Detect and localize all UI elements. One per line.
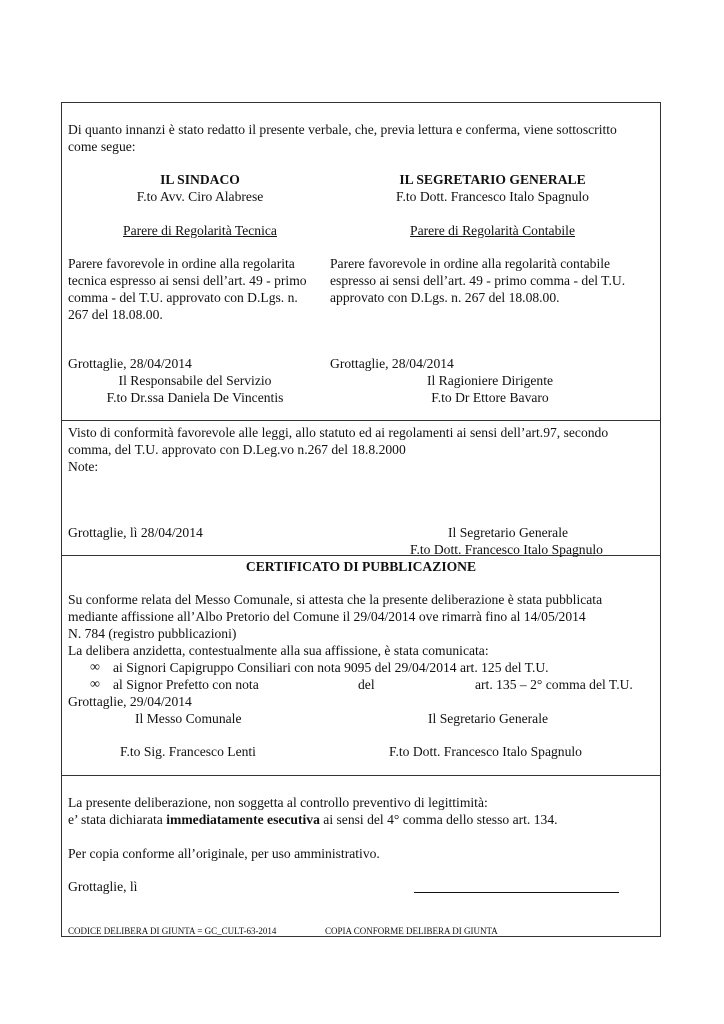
parere-tecnica-heading: Parere di Regolarità Tecnica bbox=[123, 223, 277, 238]
parere-tecnica-line: Parere favorevole in ordine alla regolarita bbox=[68, 256, 295, 271]
signature-line bbox=[414, 876, 619, 893]
copia-conforme-line: Per copia conforme all’originale, per uso amministrativo. bbox=[68, 846, 380, 861]
segretario-title: IL SEGRETARIO GENERALE bbox=[399, 172, 586, 187]
certificato-bullet: al Signor Prefetto con nota bbox=[113, 677, 259, 692]
conformita-name: F.to Dott. Francesco Italo Spagnulo bbox=[410, 542, 603, 557]
certificato-bullet-art: art. 135 – 2° comma del T.U. bbox=[475, 677, 633, 692]
parere-tecnica-place-date: Grottaglie, 28/04/2014 bbox=[68, 356, 192, 371]
section-divider bbox=[61, 420, 661, 421]
esecutiva-line bbox=[68, 811, 558, 828]
certificato-bullet-del: del bbox=[358, 677, 375, 692]
segretario-name: F.to Dott. Francesco Italo Spagnulo bbox=[396, 189, 589, 204]
esecutiva-text: ai sensi del 4° comma dello stesso art. 134. bbox=[319, 812, 558, 827]
parere-contabile-line: Parere favorevole in ordine alla regolarità contabile bbox=[330, 256, 611, 271]
footer-copia: COPIA CONFORME DELIBERA DI GIUNTA bbox=[325, 926, 498, 936]
parere-tecnica-line: tecnica espresso ai sensi dell’art. 49 - primo bbox=[68, 273, 307, 288]
parere-contabile-line: espresso ai sensi dell’art. 49 - primo comma - del T.U. bbox=[330, 273, 626, 288]
intro-line: come segue: bbox=[68, 139, 136, 154]
section-divider bbox=[61, 775, 661, 776]
parere-contabile-heading: Parere di Regolarità Contabile bbox=[410, 223, 575, 238]
parere-tecnica-line: 267 del 18.08.00. bbox=[68, 307, 163, 322]
esecutiva-text: e’ stata dichiarata bbox=[68, 812, 167, 827]
sindaco-name: F.to Avv. Ciro Alabrese bbox=[136, 189, 264, 204]
sindaco-title: IL SINDACO bbox=[160, 172, 240, 187]
parere-tecnica-line: comma - del T.U. approvato con D.Lgs. n. bbox=[68, 290, 298, 305]
parere-contabile-line: approvato con D.Lgs. n. 267 del 18.08.00. bbox=[330, 290, 560, 305]
messo-role: Il Messo Comunale bbox=[135, 711, 242, 726]
conformita-place-date: Grottaglie, lì 28/04/2014 bbox=[68, 525, 203, 540]
segretario-role: Il Segretario Generale bbox=[428, 711, 549, 726]
certificato-title: CERTIFICATO DI PUBBLICAZIONE bbox=[245, 559, 477, 574]
conformita-role: Il Segretario Generale bbox=[448, 525, 569, 540]
conformita-line: Visto di conformità favorevole alle leggi, allo statuto ed ai regolamenti ai sensi dell’art.97, secondo bbox=[68, 425, 609, 440]
parere-tecnica-name: F.to Dr.ssa Daniela De Vincentis bbox=[106, 390, 284, 405]
certificato-bullet: ai Signori Capigruppo Consiliari con nota 9095 del 29/04/2014 art. 125 del T.U. bbox=[113, 660, 549, 675]
parere-contabile-place-date: Grottaglie, 28/04/2014 bbox=[330, 356, 454, 371]
segretario-name: F.to Dott. Francesco Italo Spagnulo bbox=[389, 744, 582, 759]
infinity-bullet-icon: ∞ bbox=[90, 677, 100, 692]
conformita-note: Note: bbox=[68, 459, 99, 474]
intro-line: Di quanto innanzi è stato redatto il presente verbale, che, previa lettura e conferma, viene sottoscritto bbox=[68, 122, 617, 137]
parere-contabile-name: F.to Dr Ettore Bavaro bbox=[431, 390, 549, 405]
certificato-line: Su conforme relata del Messo Comunale, si attesta che la presente deliberazione è stata pubblicata bbox=[68, 592, 603, 607]
parere-contabile-role: Il Ragioniere Dirigente bbox=[426, 373, 554, 388]
certificato-line: N. 784 (registro pubblicazioni) bbox=[68, 626, 237, 641]
esecutiva-bold: immediatamente esecutiva bbox=[166, 812, 320, 827]
infinity-bullet-icon: ∞ bbox=[90, 660, 100, 675]
conformita-line: comma, del T.U. approvato con D.Leg.vo n.267 del 18.8.2000 bbox=[68, 442, 406, 457]
esecutiva-place: Grottaglie, lì bbox=[68, 879, 138, 894]
footer-codice: CODICE DELIBERA DI GIUNTA = GC_CULT-63-2014 bbox=[68, 926, 277, 936]
certificato-line: mediante affissione all’Albo Pretorio del Comune il 29/04/2014 ove rimarrà fino al 14/05/2014 bbox=[68, 609, 586, 624]
parere-tecnica-role: Il Responsabile del Servizio bbox=[118, 373, 272, 388]
certificato-line: La delibera anzidetta, contestualmente alla sua affissione, è stata comunicata: bbox=[68, 643, 489, 658]
certificato-place-date: Grottaglie, 29/04/2014 bbox=[68, 694, 192, 709]
esecutiva-line: La presente deliberazione, non soggetta al controllo preventivo di legittimità: bbox=[68, 795, 488, 810]
messo-name: F.to Sig. Francesco Lenti bbox=[120, 744, 256, 759]
